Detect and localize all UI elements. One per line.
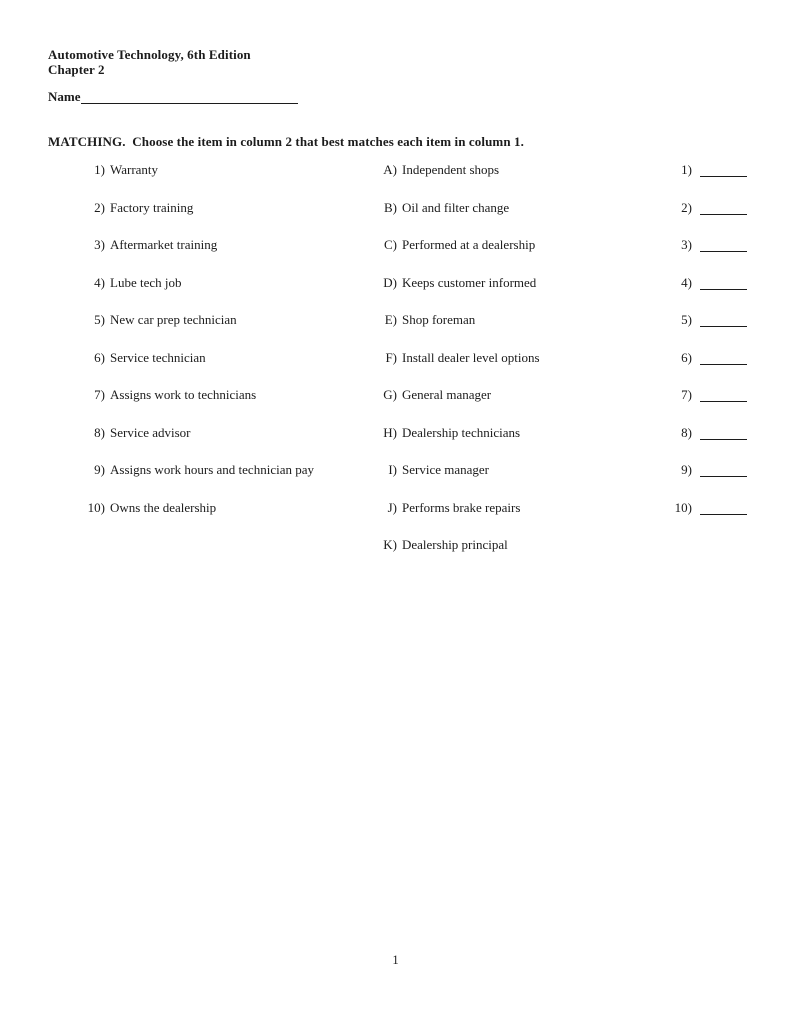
- option-letter: H): [383, 424, 397, 440]
- option-text: Oil and filter change: [402, 199, 510, 215]
- matching-instructions: MATCHING. Choose the item in column 2 that best matches each item in column 1.: [48, 134, 524, 149]
- item-number: 8): [94, 424, 105, 440]
- item-text: Assigns work to technicians: [110, 387, 257, 402]
- item-text: Warranty: [110, 162, 159, 177]
- item-number: 7): [94, 387, 105, 402]
- chapter-title: Chapter 2: [48, 61, 105, 77]
- item-text: Aftermarket training: [110, 237, 218, 252]
- matching-row: [0, 537, 791, 575]
- item-number: 2): [94, 199, 105, 215]
- answer-number: 3): [681, 237, 692, 252]
- answer-number: 10): [674, 499, 692, 515]
- matching-row: [0, 275, 791, 313]
- course-title: Automotive Technology, 6th Edition: [48, 47, 251, 62]
- page-number: 1: [392, 953, 399, 967]
- item-number: 4): [94, 274, 105, 290]
- item-text: New car prep technician: [110, 312, 237, 327]
- document-header: [48, 48, 251, 77]
- item-number: 1): [94, 162, 105, 177]
- answer-number: 5): [681, 312, 692, 327]
- option-text: Service manager: [402, 462, 489, 477]
- answer-number: 4): [681, 274, 692, 290]
- item-text: Lube tech job: [110, 274, 182, 290]
- item-number: 10): [87, 499, 105, 515]
- option-text: Independent shops: [402, 162, 500, 177]
- answer-blank: [700, 500, 747, 515]
- name-label: Name: [48, 89, 81, 104]
- option-text: Dealership technicians: [402, 424, 521, 440]
- answer-number: 6): [681, 349, 692, 365]
- answer-blank: [700, 350, 747, 365]
- answer-blank: [700, 275, 747, 290]
- option-letter: B): [384, 199, 397, 215]
- option-letter: K): [383, 537, 397, 552]
- answer-number: 1): [681, 162, 692, 177]
- name-blank-line: [81, 89, 298, 104]
- matching-row: [0, 350, 791, 388]
- option-text: Install dealer level options: [402, 349, 540, 365]
- matching-row: [0, 312, 791, 350]
- answer-blank: [700, 387, 747, 402]
- matching-row: [0, 237, 791, 275]
- answer-blank: [700, 425, 747, 440]
- option-letter: F): [385, 349, 397, 365]
- answer-blank: [700, 162, 747, 177]
- answer-number: 7): [681, 387, 692, 402]
- matching-row: [0, 387, 791, 425]
- item-text: Owns the dealership: [110, 499, 217, 515]
- answer-number: 2): [681, 199, 692, 215]
- option-letter: G): [383, 387, 397, 402]
- item-text: Service advisor: [110, 424, 191, 440]
- matching-row: [0, 200, 791, 238]
- item-number: 6): [94, 349, 105, 365]
- option-text: Performed at a dealership: [402, 237, 536, 252]
- option-letter: E): [384, 312, 397, 327]
- option-text: Keeps customer informed: [402, 274, 537, 290]
- item-text: Factory training: [110, 199, 194, 215]
- matching-row: [0, 462, 791, 500]
- item-text: Service technician: [110, 349, 206, 365]
- item-number: 3): [94, 237, 105, 252]
- answer-blank: [700, 312, 747, 327]
- option-text: Shop foreman: [402, 312, 476, 327]
- option-letter: D): [383, 274, 397, 290]
- matching-row: [0, 425, 791, 463]
- option-text: General manager: [402, 387, 492, 402]
- item-text: Assigns work hours and technician pay: [110, 462, 314, 477]
- item-number: 9): [94, 462, 105, 477]
- option-letter: I): [388, 462, 397, 477]
- answer-blank: [700, 462, 747, 477]
- answer-blank: [700, 237, 747, 252]
- option-letter: J): [387, 499, 397, 515]
- matching-row: [0, 500, 791, 538]
- matching-row: [0, 162, 791, 200]
- answer-number: 9): [681, 462, 692, 477]
- option-letter: C): [384, 237, 397, 252]
- option-text: Dealership principal: [402, 537, 508, 552]
- option-text: Performs brake repairs: [402, 499, 521, 515]
- name-row: [48, 89, 298, 105]
- item-number: 5): [94, 312, 105, 327]
- matching-table: [0, 162, 791, 575]
- answer-number: 8): [681, 424, 692, 440]
- option-letter: A): [383, 162, 397, 177]
- answer-blank: [700, 200, 747, 215]
